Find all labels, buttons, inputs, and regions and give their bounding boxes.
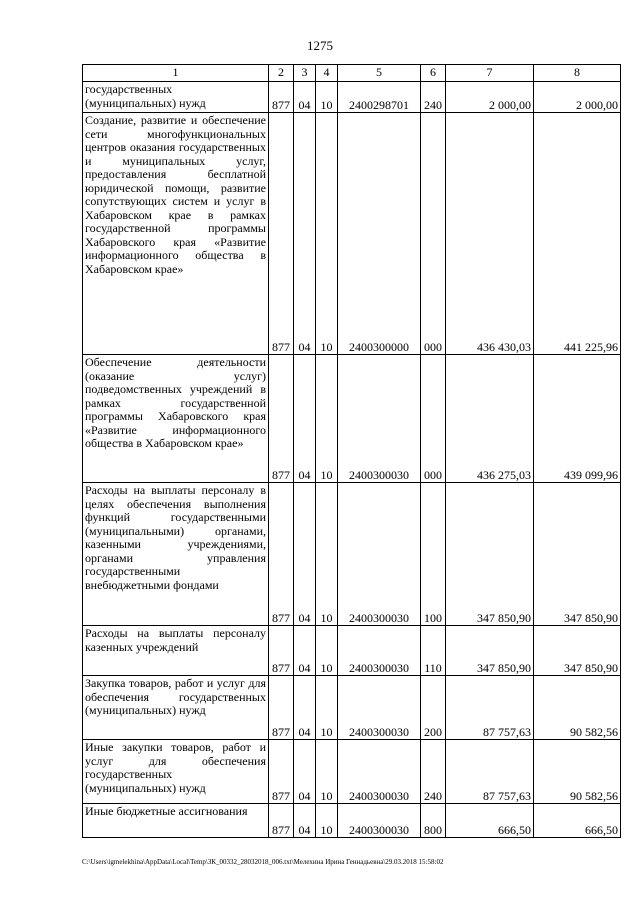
row-ministry: 877 — [269, 676, 294, 740]
row-name: Создание, развитие и обеспечение сети многофункциональных центров оказания государственных и муниципальных услуг, предоставления бесплатной юридической помощи, развитие сопутствующих систем и услуг в Хабаровском крае в рамках государственной программы Хабаровского края «Развитие информационного общества в Хабаровском крае» — [83, 113, 269, 355]
row-subsection: 10 — [316, 355, 338, 483]
row-target-code: 2400300030 — [338, 626, 421, 676]
row-ministry: 877 — [269, 355, 294, 483]
table-row — [83, 626, 621, 676]
table-row — [83, 82, 621, 113]
row-expense-type: 240 — [421, 740, 446, 804]
row-subsection: 10 — [316, 113, 338, 355]
row-ministry: 877 — [269, 82, 294, 113]
table-row — [83, 804, 621, 838]
row-amount-2020: 90 582,56 — [534, 676, 621, 740]
row-expense-type: 110 — [421, 626, 446, 676]
header-col-6: 6 — [421, 65, 446, 82]
row-ministry: 877 — [269, 740, 294, 804]
row-expense-type: 100 — [421, 483, 446, 626]
row-expense-type: 000 — [421, 113, 446, 355]
row-name: Расходы на выплаты персоналу в целях обеспечения выполнения функций государственными (муниципальными) органами, казенными учреждениями, органами управления государственными внебюджетными фондами — [83, 483, 269, 626]
row-target-code: 2400300030 — [338, 483, 421, 626]
row-name: Иные закупки товаров, работ и услуг для обеспечения государственных (муниципальных) нужд — [83, 740, 269, 804]
row-amount-2020: 347 850,90 — [534, 626, 621, 676]
row-ministry: 877 — [269, 483, 294, 626]
table-row — [83, 676, 621, 740]
budget-table — [82, 64, 621, 838]
row-name: Закупка товаров, работ и услуг для обеспечения государственных (муниципальных) нужд — [83, 676, 269, 740]
row-target-code: 2400300030 — [338, 355, 421, 483]
row-amount-2020: 439 099,96 — [534, 355, 621, 483]
row-target-code: 2400300000 — [338, 113, 421, 355]
row-amount-2019: 87 757,63 — [446, 676, 534, 740]
header-col-2: 2 — [269, 65, 294, 82]
row-name: государственных (муниципальных) нужд — [83, 82, 269, 113]
header-col-7: 7 — [446, 65, 534, 82]
header-col-8: 8 — [534, 65, 621, 82]
row-target-code: 2400300030 — [338, 740, 421, 804]
table-row — [83, 483, 621, 626]
row-name: Иные бюджетные ассигнования — [83, 804, 269, 838]
table-row — [83, 740, 621, 804]
row-amount-2019: 347 850,90 — [446, 483, 534, 626]
row-target-code: 2400300030 — [338, 676, 421, 740]
table-row — [83, 355, 621, 483]
row-amount-2019: 666,50 — [446, 804, 534, 838]
row-section: 04 — [294, 626, 316, 676]
row-ministry: 877 — [269, 626, 294, 676]
row-subsection: 10 — [316, 626, 338, 676]
row-section: 04 — [294, 676, 316, 740]
row-subsection: 10 — [316, 804, 338, 838]
row-amount-2019: 347 850,90 — [446, 626, 534, 676]
row-section: 04 — [294, 740, 316, 804]
row-target-code: 2400300030 — [338, 804, 421, 838]
row-amount-2020: 90 582,56 — [534, 740, 621, 804]
file-path-footer: C:\Users\igmelekhina\AppData\Local\Temp\ЗК_00332_28032018_006.txt\Мелехина Ирина Геннадьевна\29.03.2018 15:58:02 — [82, 858, 444, 866]
row-subsection: 10 — [316, 82, 338, 113]
row-target-code: 2400298701 — [338, 82, 421, 113]
page-number: 1275 — [307, 38, 333, 53]
row-section: 04 — [294, 82, 316, 113]
header-col-1: 1 — [83, 65, 269, 82]
row-section: 04 — [294, 113, 316, 355]
row-ministry: 877 — [269, 804, 294, 838]
row-ministry: 877 — [269, 113, 294, 355]
row-section: 04 — [294, 483, 316, 626]
row-section: 04 — [294, 804, 316, 838]
row-name: Расходы на выплаты персоналу казенных учреждений — [83, 626, 269, 676]
row-expense-type: 000 — [421, 355, 446, 483]
header-col-5: 5 — [338, 65, 421, 82]
row-subsection: 10 — [316, 676, 338, 740]
header-col-3: 3 — [294, 65, 316, 82]
row-amount-2020: 2 000,00 — [534, 82, 621, 113]
row-amount-2020: 347 850,90 — [534, 483, 621, 626]
row-expense-type: 240 — [421, 82, 446, 113]
row-expense-type: 800 — [421, 804, 446, 838]
row-subsection: 10 — [316, 483, 338, 626]
row-expense-type: 200 — [421, 676, 446, 740]
row-amount-2020: 441 225,96 — [534, 113, 621, 355]
header-col-4: 4 — [316, 65, 338, 82]
row-amount-2019: 2 000,00 — [446, 82, 534, 113]
row-amount-2019: 87 757,63 — [446, 740, 534, 804]
row-subsection: 10 — [316, 740, 338, 804]
table-header-row — [83, 65, 621, 82]
row-section: 04 — [294, 355, 316, 483]
row-amount-2020: 666,50 — [534, 804, 621, 838]
row-name: Обеспечение деятельности (оказание услуг) подведомственных учреждений в рамках государственной программы Хабаровского края «Развитие информационного общества в Хабаровском крае» — [83, 355, 269, 483]
row-amount-2019: 436 275,03 — [446, 355, 534, 483]
row-amount-2019: 436 430,03 — [446, 113, 534, 355]
table-row — [83, 113, 621, 355]
